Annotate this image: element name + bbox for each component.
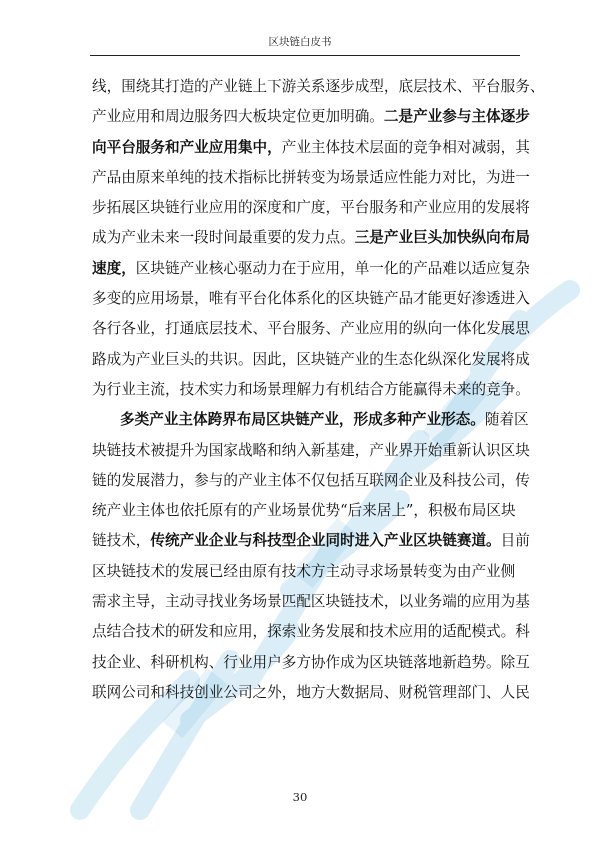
text-line — [92, 163, 530, 193]
text-run: 产品由原来单纯的技术指标比拼转变为场景适应性能力对比，为进一 — [92, 168, 530, 186]
text-line — [92, 133, 530, 163]
bold-phrase: 传统产业企业与科技型企业同时进入产业区块链赛道。 — [150, 532, 501, 550]
bold-phrase: 二是产业参与主体逐步 — [383, 108, 530, 126]
text-run: 目前 — [500, 532, 530, 550]
text-line — [92, 587, 530, 617]
text-run: 多变的应用场景，唯有平台化体系化的区块链产品才能更好渗透进入 — [92, 290, 530, 308]
text-run: 产业应用和周边服务四大板块定位更加明确。 — [92, 108, 384, 126]
text-line — [92, 405, 529, 435]
text-line — [92, 193, 530, 223]
text-line — [92, 254, 530, 284]
text-line — [92, 72, 545, 102]
text-run: 需求主导，主动寻找业务场景匹配区块链技术，以业务端的应用为基 — [92, 593, 530, 611]
bold-phrase: 三是产业巨头加快纵向布局 — [354, 229, 530, 247]
body-text — [92, 72, 545, 708]
text-line — [92, 678, 530, 708]
text-run: 统产业主体也依托原有的产业场景优势“后来居上”，积极布局区块 — [92, 502, 516, 520]
text-line — [92, 223, 530, 253]
text-run: 技企业、科研机构、行业用户多方协作成为区块链落地新趋势。除互 — [92, 653, 530, 671]
text-line — [92, 466, 530, 496]
text-run: 产业主体技术层面的竞争相对减弱，其 — [281, 138, 530, 156]
text-run: 区块链产业核心驱动力在于应用，单一化的产品难以适应复杂 — [135, 259, 530, 277]
text-run: 联网公司和科技创业公司之外，地方大数据局、财税管理部门、人民 — [92, 683, 530, 701]
text-line — [92, 617, 530, 647]
text-line — [92, 436, 530, 466]
text-line — [92, 345, 530, 375]
text-run: 块链技术被提升为国家战略和纳入新基建，产业界开始重新认识区块 — [92, 441, 530, 459]
text-line — [92, 526, 530, 556]
text-line — [92, 314, 530, 344]
text-run: 步拓展区块链行业应用的深度和广度，平台服务和产业应用的发展将 — [92, 199, 530, 217]
text-run: 点结合技术的研发和应用，探索业务发展和技术应用的适配模式。科 — [92, 623, 530, 641]
running-header: 区块链白皮书 — [268, 36, 332, 48]
header-rule — [90, 55, 520, 56]
paragraph — [92, 405, 530, 708]
text-run: 为行业主流，技术实力和场景理解力有机结合方能赢得未来的竞争。 — [92, 380, 530, 398]
bold-phrase: 多类产业主体跨界布局区块链产业，形成多种产业形态。 — [120, 411, 485, 429]
text-run: 区块链技术的发展已经由原有技术方主动寻求场景转变为由产业侧 — [92, 562, 516, 580]
text-run: 各行各业，打通底层技术、平台服务、产业应用的纵向一体化发展思 — [92, 320, 530, 338]
text-line — [92, 496, 516, 526]
text-run: 链技术， — [92, 532, 151, 550]
bold-phrase: 速度， — [92, 259, 136, 277]
text-line — [92, 375, 530, 405]
text-run: 路成为产业巨头的共识。因此，区块链产业的生态化纵深化发展将成 — [92, 350, 530, 368]
text-line — [92, 648, 530, 678]
text-line — [92, 284, 530, 314]
text-run: 链的发展潜力，参与的产业主体不仅包括互联网企业及科技公司，传 — [92, 471, 530, 489]
paragraph — [92, 72, 545, 405]
text-run: 随着区 — [484, 411, 529, 429]
page-number: 30 — [292, 790, 308, 804]
bold-phrase: 向平台服务和产业应用集中， — [92, 138, 282, 156]
text-run: 成为产业未来一段时间最重要的发力点。 — [92, 229, 355, 247]
text-line — [92, 557, 516, 587]
text-line — [92, 102, 530, 132]
text-run: 线，围绕其打造的产业链上下游关系逐步成型，底层技术、平台服务、 — [92, 78, 545, 95]
